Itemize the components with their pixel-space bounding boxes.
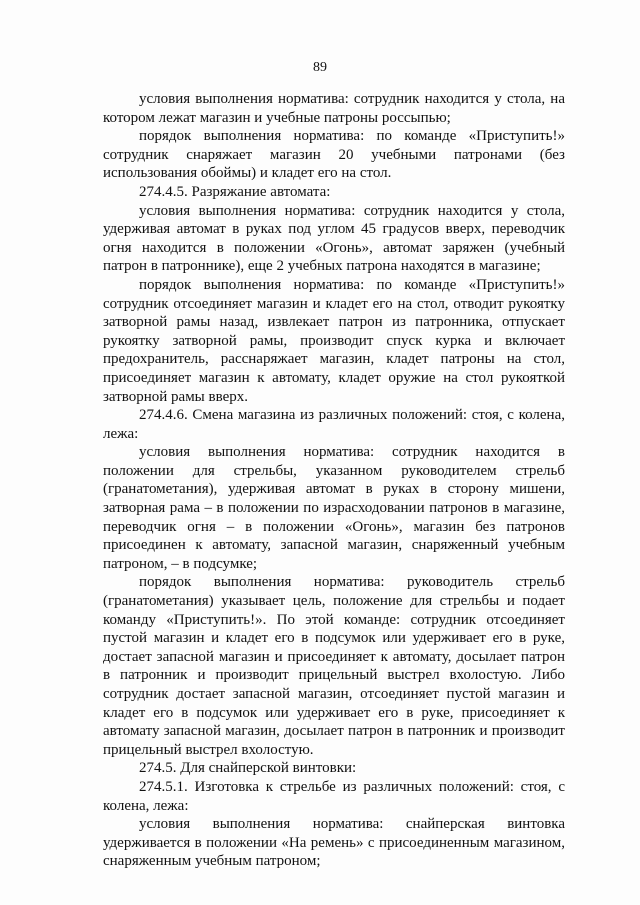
section-heading: 274.4.5. Разряжание автомата: bbox=[139, 183, 331, 200]
section-heading: 274.5.1. Изготовка к стрельбе из различных положений: стоя, с колена, лежа: bbox=[103, 778, 565, 814]
paragraph: условия выполнения норматива: сотрудник находится в положении для стрельбы, указанном руководителем стрельб (гранатометания), удерживая автомат в руках в сторону мишени, затворная рама – в положении по израсходовании патронов в магазине, переводчик огня – в положении «Огонь», магазин без патронов присоединен к автомату, запасной магазин, снаряженный учебным патроном, – в подсумке; bbox=[103, 444, 565, 572]
paragraph: порядок выполнения норматива: руководитель стрельб (гранатометания) указывает цель, положение для стрельбы и подает команду «Приступить!». По этой команде: сотрудник отсоединяет пустой магазин и кладет его в подсумок или удерживает его в руке, достает запасной магазин и присоединяет к автомату, досылает патрон в патронник и производит прицельный выстрел вхолостую. Либо сотрудник достает запасной магазин, отсоединяет пустой магазин и кладет его в подсумок или удерживает его в руке, присоединяет к автомату запасной магазин, досылает патрон в патронник и производит прицельный выстрел вхолостую. bbox=[103, 574, 565, 758]
section-heading: 274.4.6. Смена магазина из различных положений: стоя, с колена, лежа: bbox=[103, 407, 565, 442]
page-number: 89 bbox=[313, 60, 327, 75]
section-heading: 274.5. Для снайперской винтовки: bbox=[139, 760, 357, 777]
paragraph: условия выполнения норматива: сотрудник находится у стола, удерживая автомат в руках под углом 45 градусов вверх, переводчик огня находится в положении «Огонь», автомат заряжен (учебный патрон в патроннике), еще 2 учебных патрона находятся в магазине; bbox=[103, 202, 565, 275]
document-body bbox=[103, 90, 565, 871]
paragraph: порядок выполнения норматива: по команде «Приступить!» сотрудник снаряжает магазин 20 учебными патронами (без использования обоймы) и кладет его на стол. bbox=[103, 128, 565, 182]
paragraph: условия выполнения норматива: снайперская винтовка удерживается в положении «На ремень» с присоединенным магазином, снаряженным учебным патроном; bbox=[103, 816, 565, 870]
paragraph: условия выполнения норматива: сотрудник находится у стола, на котором лежат магазин и учебные патроны россыпью; bbox=[103, 91, 565, 126]
paragraph: порядок выполнения норматива: по команде «Приступить!» сотрудник отсоединяет магазин и кладет его на стол, отводит рукоятку затворной рамы назад, извлекает патрон из патронника, отпускает рукоятку затворной рамы, производит спуск курка и включает предохранитель, расснаряжает магазин, кладет патроны на стол, присоединяет магазин к автомату, кладет оружие на стол рукояткой затворной рамы вверх. bbox=[103, 276, 565, 405]
